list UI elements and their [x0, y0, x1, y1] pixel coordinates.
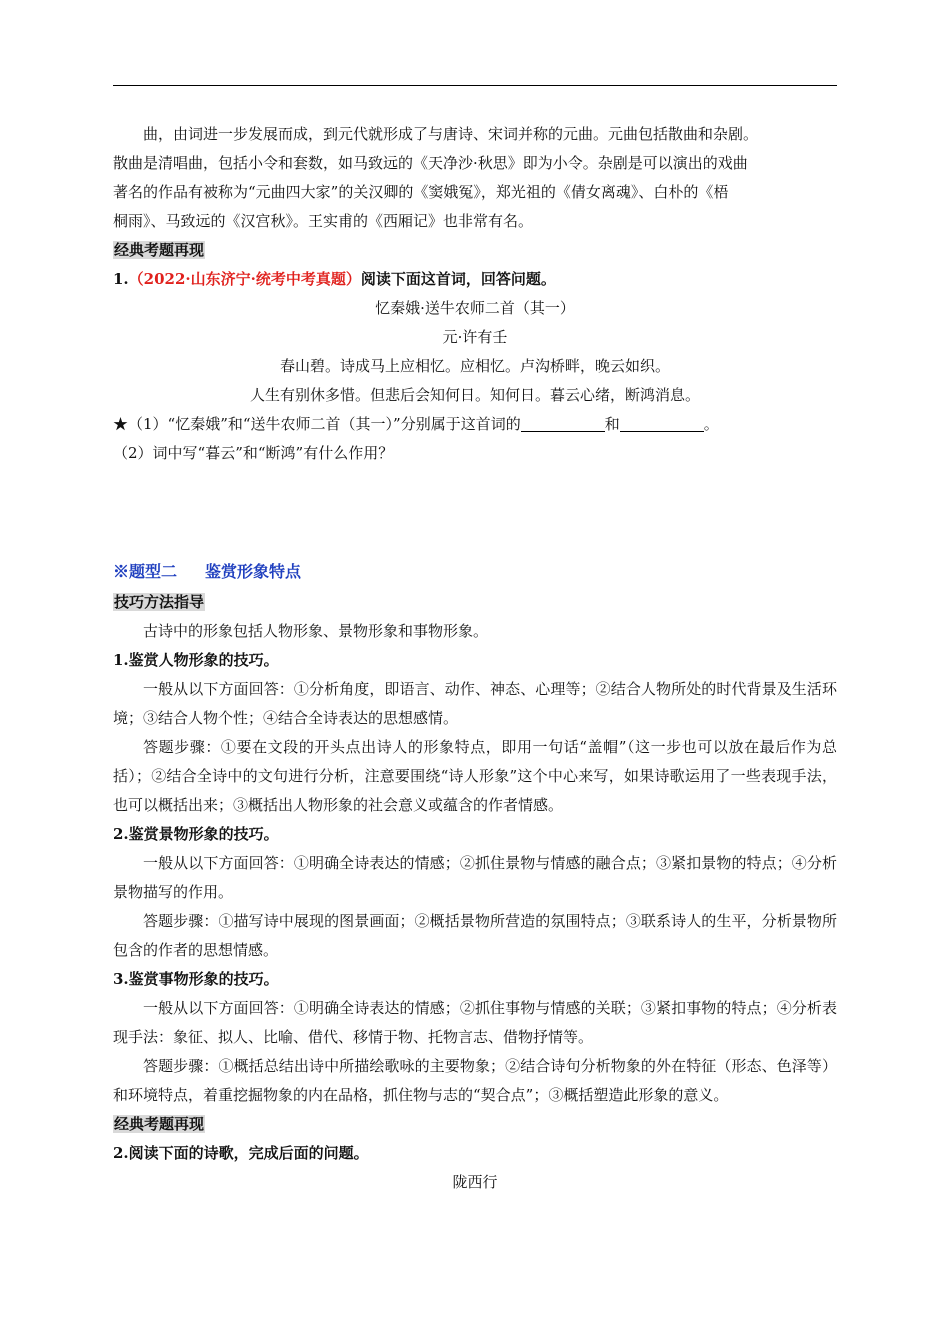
guide-heading-3: 3.鉴赏事物形象的技巧。 — [113, 970, 279, 988]
answer-space — [113, 468, 837, 556]
type-2-prefix: ※题型二 — [113, 562, 178, 581]
guide-3-para-1: 一般从以下方面回答：①明确全诗表达的情感；②抓住事物与情感的关联；③紧扣事物的特点；④分析表现手法：象征、拟人、比喻、借代、移情于物、托物言志、借物抒情等。 — [113, 999, 837, 1046]
question-1-source: （2022·山东济宁·统考中考真题） — [128, 270, 361, 288]
guide-2-para-2: 答题步骤：①描写诗中展现的图景画面；②概括景物所营造的氛围特点；③联系诗人的生平，分析景物所包含的作者的思想情感。 — [113, 912, 837, 959]
section-label-classic-2: 经典考题再现 — [114, 1115, 205, 1133]
section-label-method: 技巧方法指导 — [114, 593, 205, 611]
poem-1-author: 元·许有壬 — [442, 328, 508, 346]
question-1-sub-2: （2）词中写“暮云”和“断鸿”有什么作用？ — [113, 444, 394, 462]
guide-3-para-2: 答题步骤：①概括总结出诗中所描绘歌咏的主要物象；②结合诗句分析物象的外在特征（形态、色泽等）和环境特点，着重挖掘物象的内在品格，抓住物与志的“契合点”；③概括塑造此形象的意义。 — [113, 1057, 837, 1104]
intro-line-3: 著名的作品有被称为“元曲四大家”的关汉卿的《窦娥冤》，郑光祖的《倩女离魂》、白朴的《梧 — [113, 183, 729, 201]
answer-blank-1[interactable] — [521, 414, 605, 432]
guide-heading-1: 1.鉴赏人物形象的技巧。 — [113, 651, 279, 669]
guide-1-para-2: 答题步骤：①要在文段的开头点出诗人的形象特点，即用一句话“盖帽”（这一步也可以放在最后作为总括）；②结合全诗中的文句进行分析，注意要围绕“诗人形象”这个中心来写，如果诗歌运用了一些表现手法，也可以概括出来；③概括出人物形象的社会意义或蕴含的作者情感。 — [113, 738, 837, 814]
guide-intro: 古诗中的形象包括人物形象、景物形象和事物形象。 — [143, 622, 489, 640]
poem-1-line-2: 人生有别休多惜。但悲后会知何日。知何日。暮云心绪，断鸿消息。 — [249, 386, 700, 404]
intro-paragraph — [113, 120, 837, 236]
guide-heading-2: 2.鉴赏景物形象的技巧。 — [113, 825, 279, 843]
section-label-classic-1: 经典考题再现 — [114, 241, 205, 259]
guide-1-para-1: 一般从以下方面回答：①分析角度，即语言、动作、神态、心理等；②结合人物所处的时代背景及生活环境；③结合人物个性；④结合全诗表达的思想感情。 — [113, 680, 837, 727]
intro-line-2: 散曲是清唱曲，包括小令和套数，如马致远的《天净沙·秋思》即为小令。杂剧是可以演出的戏曲 — [113, 154, 748, 172]
question-1-sub-1 — [113, 410, 837, 439]
question-1-instruction: 阅读下面这首词，回答问题。 — [360, 270, 556, 288]
poem-1-line-1: 春山碧。诗成马上应相忆。应相忆。卢沟桥畔，晚云如织。 — [279, 357, 670, 375]
question-1-number: 1. — [113, 270, 129, 288]
question-2-instruction: 2.阅读下面的诗歌，完成后面的问题。 — [113, 1144, 369, 1162]
sub-1-end: 。 — [703, 415, 719, 433]
type-2-title: 鉴赏形象特点 — [205, 562, 302, 581]
document-page — [113, 120, 837, 1197]
guide-2-para-1: 一般从以下方面回答：①明确全诗表达的情感；②抓住景物与情感的融合点；③紧扣景物的特点；④分析景物描写的作用。 — [113, 854, 837, 901]
intro-line-1: 曲，由词进一步发展而成，到元代就形成了与唐诗、宋词并称的元曲。元曲包括散曲和杂剧。 — [143, 125, 759, 143]
intro-line-4: 桐雨》、马致远的《汉宫秋》。王实甫的《西厢记》也非常有名。 — [113, 212, 534, 230]
poem-2-title: 陇西行 — [452, 1173, 498, 1191]
answer-blank-2[interactable] — [620, 414, 704, 432]
type-2-heading — [113, 556, 837, 588]
sub-1-prompt: ★（1）“忆秦娥”和“送牛农师二首（其一）”分别属于这首词的 — [113, 415, 521, 433]
sub-1-and: 和 — [604, 415, 620, 433]
header-rule — [113, 85, 837, 86]
poem-1-title: 忆秦娥·送牛农师二首（其一） — [375, 299, 575, 317]
question-1-heading — [113, 265, 837, 294]
